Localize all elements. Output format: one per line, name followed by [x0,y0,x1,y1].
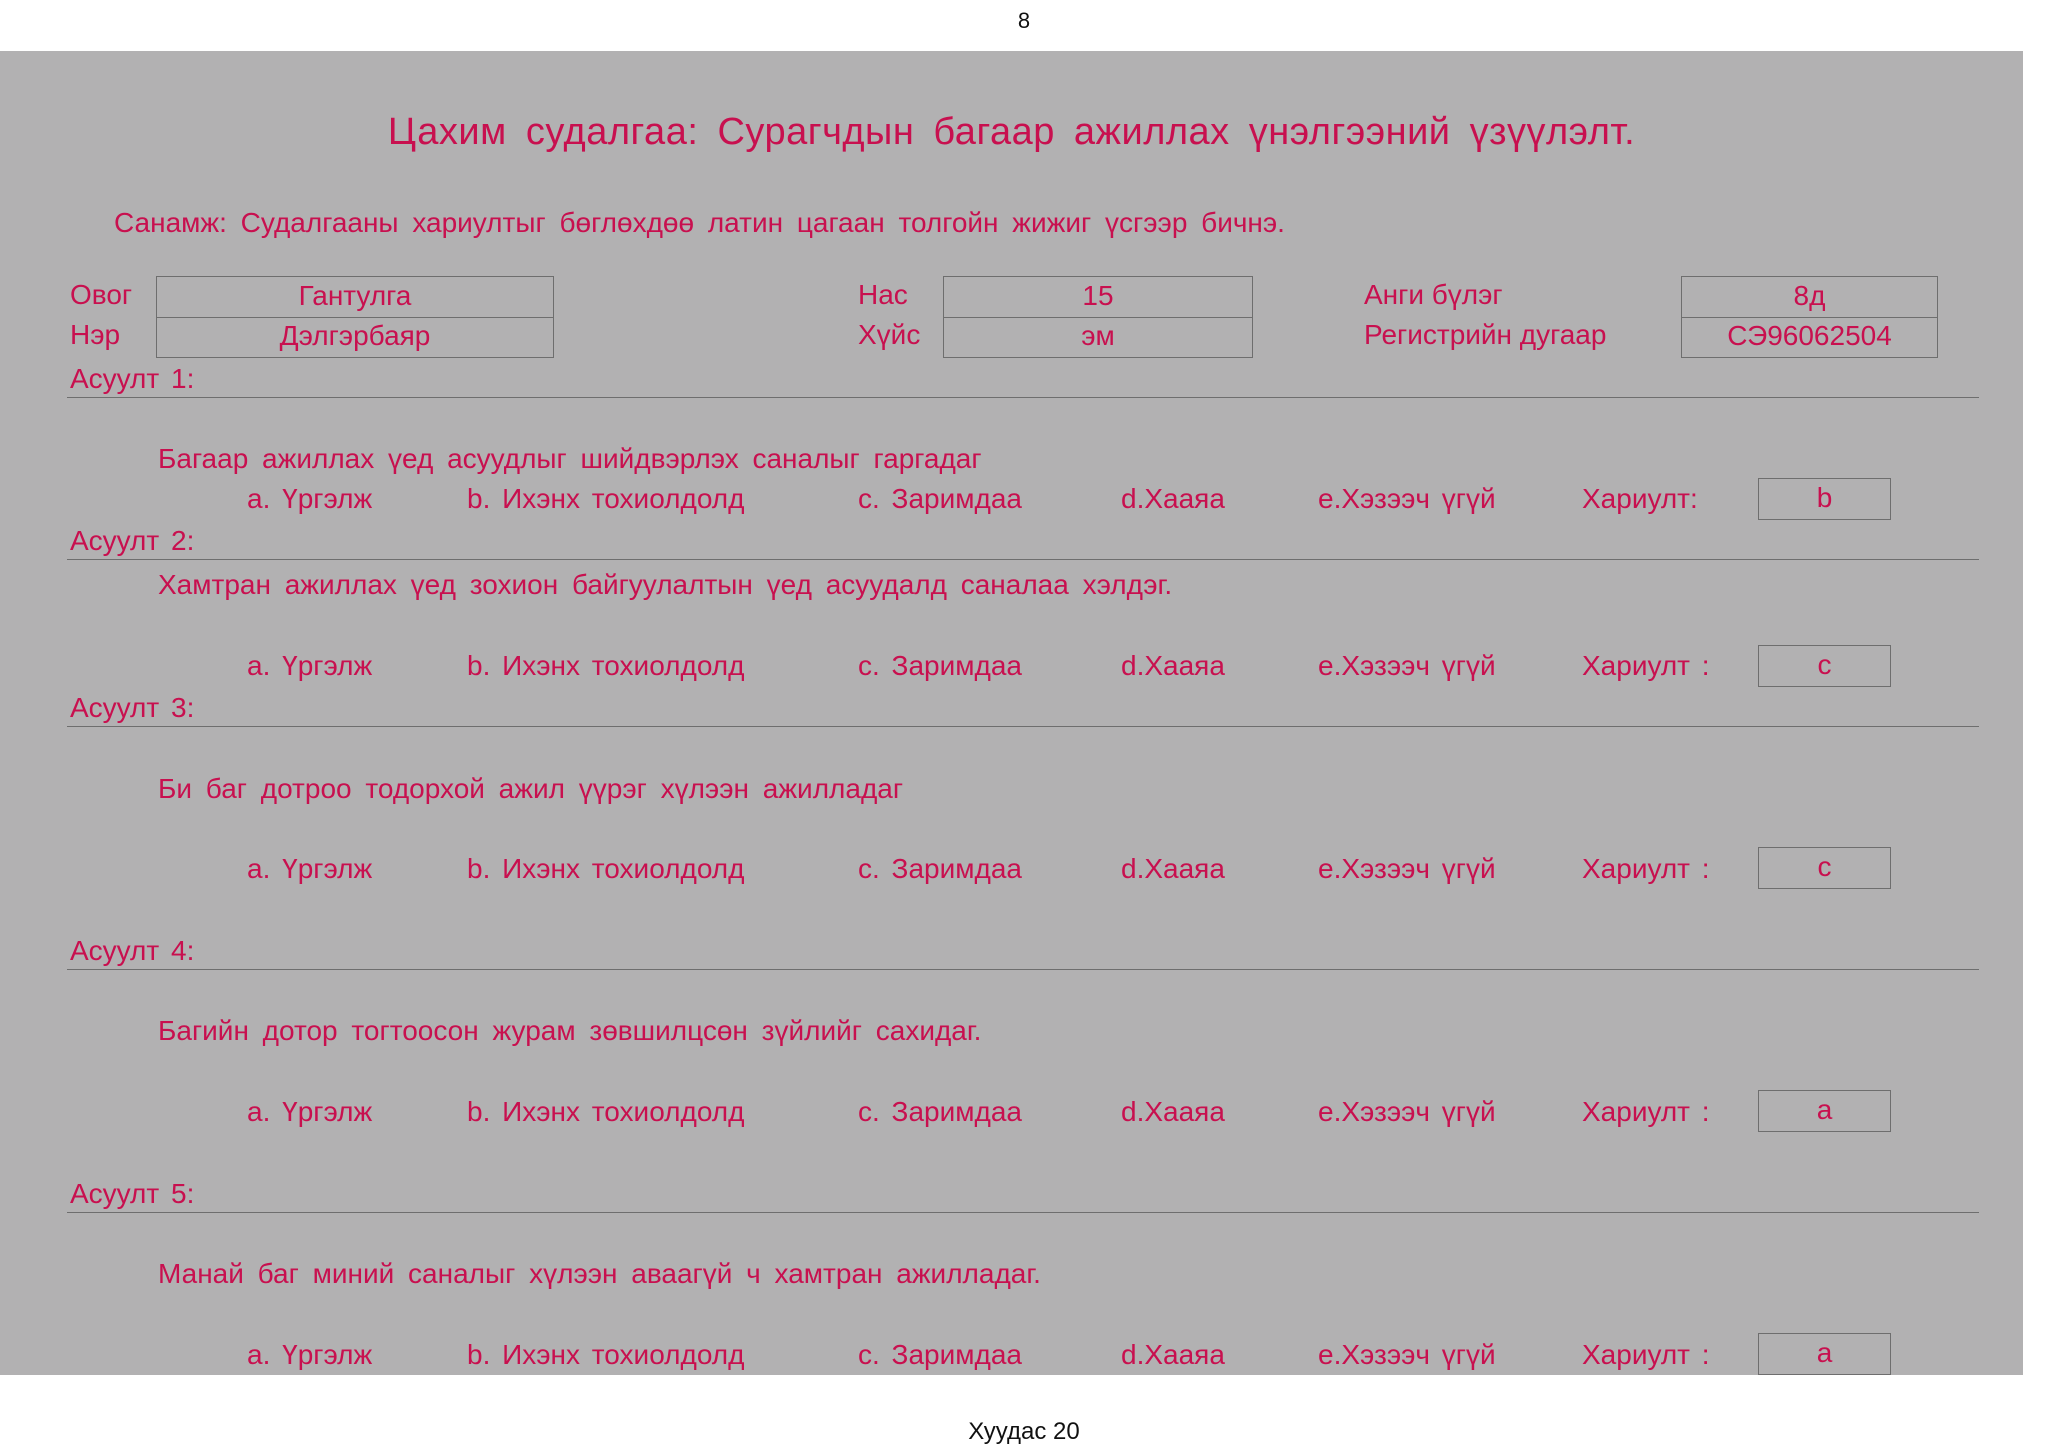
question-5-label: Асуулт 5: [70,1178,195,1209]
name-label: Нэр [70,319,121,350]
q5-option-c: c. Заримдаа [858,1339,1022,1370]
q4-option-b: b. Ихэнх тохиолдолд [467,1096,745,1127]
q1-option-a: a. Үргэлж [247,483,373,514]
q3-option-b: b. Ихэнх тохиолдолд [467,853,745,884]
page-number-top: 8 [1017,8,1031,33]
sex-label: Хүйс [858,319,921,350]
q3-option-a: a. Үргэлж [247,853,373,884]
q4-answer-label: Хариулт : [1582,1096,1710,1127]
q4-option-a: a. Үргэлж [247,1096,373,1127]
question-2-divider [67,559,1979,560]
survey-sheet [0,51,2023,1375]
question-4-label: Асуулт 4: [70,935,195,966]
question-1-label: Асуулт 1: [70,363,195,394]
class-label: Анги бүлэг [1364,279,1503,310]
q4-answer-field[interactable]: a [1758,1090,1891,1132]
q2-option-e: e.Хэзээч үгүй [1318,650,1496,681]
name-field[interactable]: Дэлгэрбаяр [156,317,554,358]
surname-field[interactable]: Гантулга [156,276,554,318]
q5-option-e: e.Хэзээч үгүй [1318,1339,1496,1370]
q1-option-c: c. Заримдаа [858,483,1022,514]
page-footer: Хуудас 20 [968,1418,1080,1445]
q2-option-b: b. Ихэнх тохиолдолд [467,650,745,681]
q5-option-d: d.Хааяа [1121,1339,1225,1370]
q5-answer-field[interactable]: a [1758,1333,1891,1375]
question-4-divider [67,969,1979,970]
question-5-text: Манай баг миний саналыг хүлээн аваагүй ч хамтран ажилладаг. [158,1258,1041,1289]
question-2-text: Хамтран ажиллах үед зохион байгуулалтын үед асуудалд саналаа хэлдэг. [158,569,1173,600]
question-4-text: Багийн дотор тогтоосон журам зөвшилцсөн зүйлийг сахидаг. [158,1015,982,1046]
q3-answer-label: Хариулт : [1582,853,1710,884]
question-1-text: Багаар ажиллах үед асуудлыг шийдвэрлэх саналыг гаргадаг [158,443,982,474]
q2-option-c: c. Заримдаа [858,650,1022,681]
question-3-label: Асуулт 3: [70,692,195,723]
q2-answer-label: Хариулт : [1582,650,1710,681]
q3-answer-field[interactable]: c [1758,847,1891,889]
question-1-divider [67,397,1979,398]
q3-option-d: d.Хааяа [1121,853,1225,884]
q5-option-a: a. Үргэлж [247,1339,373,1370]
q2-option-d: d.Хааяа [1121,650,1225,681]
register-field[interactable]: СЭ96062504 [1681,317,1938,358]
surname-label: Овог [70,279,133,310]
register-label: Регистрийн дугаар [1364,319,1607,350]
question-3-divider [67,726,1979,727]
q1-option-e: e.Хэзээч үгүй [1318,483,1496,514]
question-3-text: Би баг дотроо тодорхой ажил үүрэг хүлээн ажилладаг [158,773,904,804]
question-2-label: Асуулт 2: [70,525,195,556]
q1-option-d: d.Хааяа [1121,483,1225,514]
age-field[interactable]: 15 [943,276,1253,318]
q4-option-d: d.Хааяа [1121,1096,1225,1127]
sex-field[interactable]: эм [943,317,1253,358]
question-5-divider [67,1212,1979,1213]
age-label: Нас [858,279,908,310]
q2-option-a: a. Үргэлж [247,650,373,681]
q4-option-e: e.Хэзээч үгүй [1318,1096,1496,1127]
q3-option-c: c. Заримдаа [858,853,1022,884]
q4-option-c: c. Заримдаа [858,1096,1022,1127]
survey-note: Санамж: Судалгааны хариултыг бөглөхдөө латин цагаан толгойн жижиг үсгээр бичнэ. [114,207,1285,238]
q2-answer-field[interactable]: c [1758,645,1891,687]
q1-option-b: b. Ихэнх тохиолдолд [467,483,745,514]
q1-answer-label: Хариулт: [1582,483,1698,514]
q3-option-e: e.Хэзээч үгүй [1318,853,1496,884]
q5-option-b: b. Ихэнх тохиолдолд [467,1339,745,1370]
class-field[interactable]: 8д [1681,276,1938,318]
q5-answer-label: Хариулт : [1582,1339,1710,1370]
q1-answer-field[interactable]: b [1758,478,1891,520]
survey-title: Цахим судалгаа: Сурагчдын багаар ажиллах үнэлгээний үзүүлэлт. [387,111,1636,153]
